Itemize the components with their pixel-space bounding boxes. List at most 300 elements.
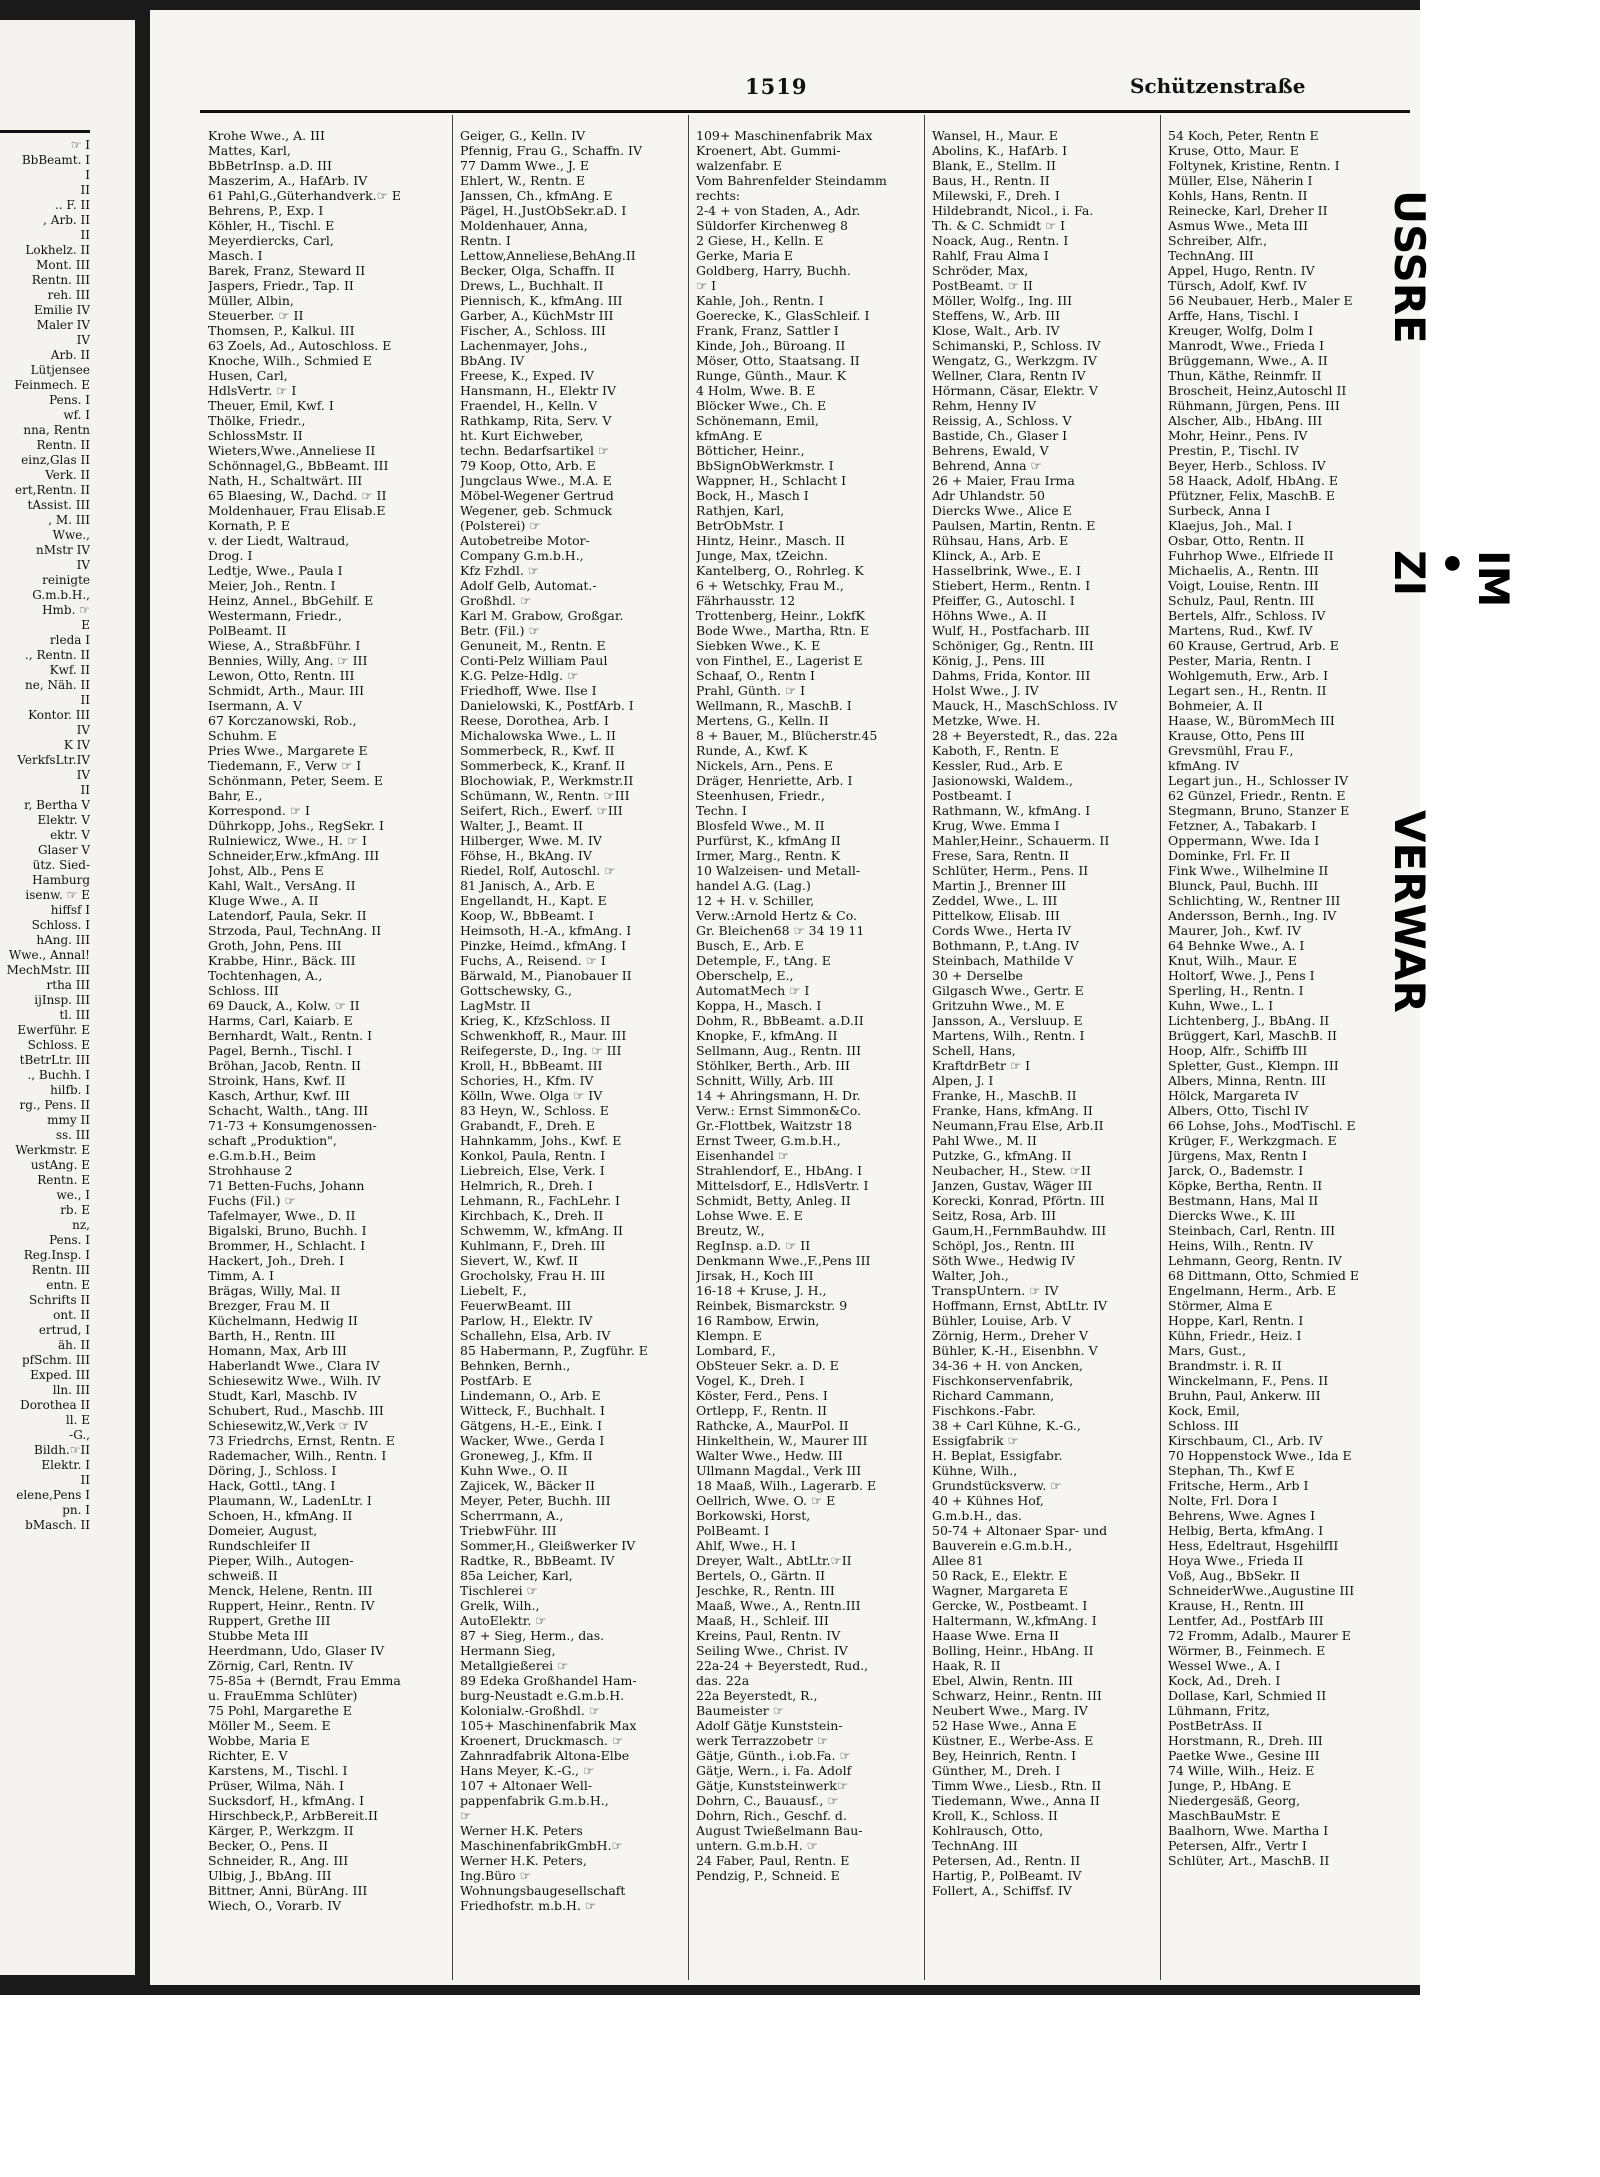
page-number: 1519 <box>745 74 808 99</box>
directory-entry: Osbar, Otto, Rentn. II <box>1168 533 1305 548</box>
directory-entry: Verw.: Ernst Simmon&Co. <box>696 1103 862 1118</box>
directory-entry: Bode Wwe., Martha, Rtn. E <box>696 623 870 638</box>
directory-entry: v. der Liedt, Waltraud, <box>208 533 350 548</box>
directory-entry: Bestmann, Hans, Mal II <box>1168 1193 1319 1208</box>
previous-page-fragment-line: Rentn. III <box>31 1263 90 1277</box>
directory-entry: Schwenkhoff, R., Maur. III <box>460 1028 627 1043</box>
directory-entry: 65 Blaesing, W., Dachd. ☞ II <box>208 488 387 503</box>
directory-entry: Seitz, Rosa, Arb. III <box>932 1208 1057 1223</box>
directory-entry: 14 + Ahringsmann, H. Dr. <box>696 1088 861 1103</box>
directory-entry: Rentn. I <box>460 233 511 248</box>
directory-entry: Moldenhauer, Frau Elisab.E <box>208 503 386 518</box>
previous-page-fragment-line: nna, Rentn <box>23 423 90 437</box>
directory-entry: Lettow,Anneliese,BehAng.II <box>460 248 636 263</box>
previous-page-fragment-line: wf. I <box>63 408 90 422</box>
directory-entry: Geiger, G., Kelln. IV <box>460 128 586 143</box>
directory-entry: Legart jun., H., Schlosser IV <box>1168 773 1349 788</box>
column-divider <box>688 115 689 1980</box>
directory-entry: PostBeamt. ☞ II <box>932 278 1033 293</box>
directory-entry: Friedhoff, Wwe. Ilse I <box>460 683 597 698</box>
directory-entry: e.G.m.b.H., Beim <box>208 1148 316 1163</box>
previous-page-fragment-line: mmy II <box>47 1113 90 1127</box>
directory-entry: Jeschke, R., Rentn. III <box>696 1583 835 1598</box>
directory-entry: techn. Bedarfsartikel ☞ <box>460 443 610 458</box>
directory-entry: Ruppert, Grethe III <box>208 1613 331 1628</box>
directory-entry: 66 Lohse, Johs., ModTischl. E <box>1168 1118 1356 1133</box>
directory-entry: Schönmann, Peter, Seem. E <box>208 773 384 788</box>
directory-entry: Kreuger, Wolfg, Dolm I <box>1168 323 1314 338</box>
directory-entry: 71-73 + Konsumgenossen- <box>208 1118 377 1133</box>
directory-entry: Behnken, Bernh., <box>460 1358 571 1373</box>
directory-entry: Ortlepp, F., Rentn. II <box>696 1403 827 1418</box>
directory-entry: Jirsak, H., Koch III <box>696 1268 814 1283</box>
directory-entry: Michaelis, A., Rentn. III <box>1168 563 1319 578</box>
directory-entry: Hartig, P., PolBeamt. IV <box>932 1868 1082 1883</box>
directory-entry: BbBetrInsp. a.D. III <box>208 158 332 173</box>
directory-entry: Grevsmühl, Frau F., <box>1168 743 1294 758</box>
edge-text: VERWAR <box>1385 810 1434 1013</box>
directory-entry: Hilberger, Wwe. M. IV <box>460 833 602 848</box>
directory-entry: Verw.:Arnold Hertz & Co. <box>696 908 858 923</box>
directory-entry: Mittelsdorf, E., HdlsVertr. I <box>696 1178 869 1193</box>
directory-entry: Tiedemann, Wwe., Anna II <box>932 1793 1100 1808</box>
directory-entry: Meyer, Peter, Buchh. III <box>460 1493 611 1508</box>
directory-entry: Garber, A., KüchMstr III <box>460 308 614 323</box>
directory-entry: 16-18 + Kruse, J. H., <box>696 1283 827 1298</box>
previous-page-fragment-line: Schrifts II <box>29 1293 90 1307</box>
directory-entry: Vom Bahrenfelder Steindamm <box>696 173 887 188</box>
previous-page-fragment-line: r, Bertha V <box>24 798 90 812</box>
directory-entry: 63 Zoels, Ad., Autoschloss. E <box>208 338 392 353</box>
directory-entry: Grundstücksverw. ☞ <box>932 1478 1062 1493</box>
previous-page-fragment-line: entn. E <box>46 1278 90 1292</box>
previous-page-fragment-line: Verk. II <box>45 468 90 482</box>
previous-page-fragment-line: .. F. II <box>54 198 90 212</box>
previous-page-fragment-line: MechMstr. III <box>6 963 90 977</box>
directory-entry: Dohm, R., BbBeamt. a.D.II <box>696 1013 864 1028</box>
directory-entry: Reese, Dorothea, Arb. I <box>460 713 609 728</box>
directory-entry: Gaum,H.,FernmBauhdw. III <box>932 1223 1107 1238</box>
previous-page-fragment-line: K IV <box>63 738 90 752</box>
directory-entry: Lehmann, Georg, Rentn. IV <box>1168 1253 1342 1268</box>
directory-entry: Grabandt, F., Dreh. E <box>460 1118 596 1133</box>
directory-entry: Störmer, Alma E <box>1168 1298 1273 1313</box>
directory-entry: Fink Wwe., Wilhelmine II <box>1168 863 1329 878</box>
directory-entry: Föhse, H., BkAng. IV <box>460 848 592 863</box>
previous-page-fragment-line: ss. III <box>55 1128 90 1142</box>
directory-entry: Breutz, W., <box>696 1223 765 1238</box>
directory-entry: Hansmann, H., Elektr IV <box>460 383 617 398</box>
directory-entry: Engelmann, Herm., Arb. E <box>1168 1283 1337 1298</box>
directory-entry: Brägas, Willy, Mal. II <box>208 1283 341 1298</box>
directory-entry: Rahlf, Frau Alma I <box>932 248 1049 263</box>
directory-entry: Hörmann, Cäsar, Elektr. V <box>932 383 1098 398</box>
directory-entry: Fischkonservenfabrik, <box>932 1373 1074 1388</box>
previous-page-fragment-line: G.m.b.H., <box>32 588 90 602</box>
directory-entry: Haberlandt Wwe., Clara IV <box>208 1358 380 1373</box>
directory-entry: Brüggert, Karl, MaschB. II <box>1168 1028 1337 1043</box>
directory-entry: Follert, A., Schiffsf. IV <box>932 1883 1072 1898</box>
directory-entry: Thomsen, P., Kalkul. III <box>208 323 355 338</box>
directory-entry: Latendorf, Paula, Sekr. II <box>208 908 367 923</box>
directory-entry: Schubert, Rud., Maschb. III <box>208 1403 384 1418</box>
directory-entry: kfmAng. E <box>696 428 763 443</box>
directory-entry: Werner H.K. Peters, <box>460 1853 587 1868</box>
directory-entry: Fraendel, H., Kelln. V <box>460 398 598 413</box>
directory-entry: Neubacher, H., Stew. ☞II <box>932 1163 1091 1178</box>
directory-entry: Cords Wwe., Herta IV <box>932 923 1072 938</box>
directory-entry: Krause, H., Rentn. III <box>1168 1598 1305 1613</box>
directory-entry: 60 Krause, Gertrud, Arb. E <box>1168 638 1339 653</box>
directory-entry: walzenfabr. E <box>696 158 782 173</box>
directory-entry: Bigalski, Bruno, Buchh. I <box>208 1223 367 1238</box>
directory-entry: Jarck, O., Bademstr. I <box>1168 1163 1304 1178</box>
directory-entry: Janssen, Ch., kfmAng. E <box>460 188 613 203</box>
directory-entry: Klaejus, Joh., Mal. I <box>1168 518 1293 533</box>
directory-entry: Sperling, H., Rentn. I <box>1168 983 1304 998</box>
directory-entry: 87 + Sieg, Herm., das. <box>460 1628 605 1643</box>
previous-page-fragment-line: Feinmech. E <box>14 378 90 392</box>
header-rule <box>200 110 1410 113</box>
directory-entry: Plaumann, W., LadenLtr. I <box>208 1493 372 1508</box>
directory-entry: Homann, Max, Arb III <box>208 1343 347 1358</box>
previous-page-fragment-line: BbBeamt. I <box>21 153 90 167</box>
directory-entry: Paetke Wwe., Gesine III <box>1168 1748 1320 1763</box>
directory-entry: ☞ <box>460 1808 472 1823</box>
directory-entry: Fuchs, A., Reisend. ☞ I <box>460 953 606 968</box>
directory-entry: Holtorf, Wwe. J., Pens I <box>1168 968 1315 983</box>
directory-entry: Bötticher, Heinr., <box>696 443 805 458</box>
directory-entry: Timm Wwe., Liesb., Rtn. II <box>932 1778 1102 1793</box>
directory-entry: Kahle, Joh., Rentn. I <box>696 293 824 308</box>
directory-entry: Möller, Wolfg., Ing. III <box>932 293 1073 308</box>
directory-entry: Broscheit, Heinz,Autoschl II <box>1168 383 1347 398</box>
directory-entry: Pagel, Bernh., Tischl. I <box>208 1043 352 1058</box>
directory-entry: Kohlrausch, Otto, <box>932 1823 1044 1838</box>
previous-page-fragment-line: VerkfsLtr.IV <box>17 753 90 767</box>
previous-page-fragment-line: Rentn. II <box>36 438 90 452</box>
directory-entry: Bahr, E., <box>208 788 263 803</box>
directory-entry: Witteck, F., Buchhalt. I <box>460 1403 605 1418</box>
directory-entry: Schwarz, Heinr., Rentn. III <box>932 1688 1102 1703</box>
previous-page-fragment-line: nMstr IV <box>36 543 90 557</box>
directory-entry: Maaß, Wwe., A., Rentn.III <box>696 1598 861 1613</box>
directory-entry: Spletter, Gust., Klempn. III <box>1168 1058 1339 1073</box>
directory-entry: Schneider,Erw.,kfmAng. III <box>208 848 380 863</box>
previous-page-fragment-line: IV <box>76 768 90 782</box>
directory-entry: Strzoda, Paul, TechnAng. II <box>208 923 382 938</box>
directory-entry: 22a Beyerstedt, R., <box>696 1688 818 1703</box>
directory-entry: Diercks Wwe., K. III <box>1168 1208 1296 1223</box>
previous-page-text-column <box>2 138 90 1533</box>
directory-entry: Seifert, Rich., Ewerf. ☞III <box>460 803 623 818</box>
directory-entry: Heerdmann, Udo, Glaser IV <box>208 1643 385 1658</box>
directory-entry: Kuhn, Wwe., L. I <box>1168 998 1274 1013</box>
directory-entry: Sommer,H., Gleißwerker IV <box>460 1538 636 1553</box>
directory-entry: Schönemann, Emil, <box>696 413 819 428</box>
directory-entry: pappenfabrik G.m.b.H., <box>460 1793 609 1808</box>
directory-entry: 81 Janisch, A., Arb. E <box>460 878 595 893</box>
directory-entry: Prestin, P., Tischl. IV <box>1168 443 1299 458</box>
directory-entry: MaschBauMstr. E <box>1168 1808 1281 1823</box>
directory-entry: Schnitt, Willy, Arb. III <box>696 1073 834 1088</box>
directory-entry: Köhler, H., Tischl. E <box>208 218 335 233</box>
directory-entry: Essigfabrik ☞ <box>932 1433 1019 1448</box>
entries-column-4 <box>932 128 1154 1898</box>
directory-entry: Metallgießerei ☞ <box>460 1658 569 1673</box>
directory-entry: Rühmann, Jürgen, Pens. III <box>1168 398 1340 413</box>
directory-entry: G.m.b.H., das. <box>932 1508 1022 1523</box>
directory-entry: Theuer, Emil, Kwf. I <box>208 398 334 413</box>
directory-entry: Schreiber, Alfr., <box>1168 233 1268 248</box>
directory-entry: Dreyer, Walt., AbtLtr.☞II <box>696 1553 852 1568</box>
directory-entry: Pittelkow, Elisab. III <box>932 908 1060 923</box>
directory-entry: Krabbe, Hinr., Bäck. III <box>208 953 356 968</box>
previous-page-fragment <box>0 20 135 1975</box>
directory-entry: Klose, Walt., Arb. IV <box>932 323 1060 338</box>
directory-entry: Dohrn, Rich., Geschf. d. <box>696 1808 847 1823</box>
directory-entry: Helmrich, R., Dreh. I <box>460 1178 593 1193</box>
directory-entry: 79 Koop, Otto, Arb. E <box>460 458 596 473</box>
directory-entry: Kreins, Paul, Rentn. IV <box>696 1628 841 1643</box>
directory-entry: Schwemm, W., kfmAng. II <box>460 1223 623 1238</box>
previous-page-fragment-line: rtha III <box>46 978 90 992</box>
directory-entry: Steuerber. ☞ II <box>208 308 304 323</box>
directory-entry: Schloss. III <box>1168 1418 1239 1433</box>
directory-entry: Hoya Wwe., Frieda II <box>1168 1553 1304 1568</box>
previous-page-fragment-line: II <box>80 183 90 197</box>
directory-entry: Stegmann, Bruno, Stanzer E <box>1168 803 1350 818</box>
directory-entry: Schmidt, Betty, Anleg. II <box>696 1193 851 1208</box>
directory-entry: PolBeamt. II <box>208 623 287 638</box>
directory-entry: Goerecke, K., GlasSchleif. I <box>696 308 870 323</box>
directory-entry: Tafelmayer, Wwe., D. II <box>208 1208 356 1223</box>
directory-entry: Gerke, Maria E <box>696 248 794 263</box>
directory-entry: Rundschleifer II <box>208 1538 311 1553</box>
directory-entry: Milewski, F., Dreh. I <box>932 188 1060 203</box>
previous-page-fragment-line: Pens. I <box>49 1233 90 1247</box>
directory-entry: Schloss. III <box>208 983 279 998</box>
previous-page-fragment-line: Hamburg <box>32 873 90 887</box>
directory-entry: Lichtenberg, J., BbAng. II <box>1168 1013 1330 1028</box>
directory-entry: Küchelmann, Hedwig II <box>208 1313 358 1328</box>
directory-entry: Wappner, H., Schlacht I <box>696 473 847 488</box>
directory-entry: Dominke, Frl. Fr. II <box>1168 848 1291 863</box>
directory-entry: Walter, Joh., <box>932 1268 1009 1283</box>
directory-entry: Kolonialw.-Großhdl. ☞ <box>460 1703 601 1718</box>
directory-entry: ObSteuer Sekr. a. D. E <box>696 1358 839 1373</box>
directory-entry: Fuhrhop Wwe., Elfriede II <box>1168 548 1334 563</box>
directory-entry: Eisenhandel ☞ <box>696 1148 790 1163</box>
directory-entry: Riedel, Rolf, Autoschl. ☞ <box>460 863 616 878</box>
directory-entry: Müller, Else, Näherin I <box>1168 173 1313 188</box>
directory-entry: Maurer, Joh., Kwf. IV <box>1168 923 1301 938</box>
directory-entry: Autobetreibe Motor- <box>460 533 590 548</box>
directory-entry: Sommerbeck, R., Kwf. II <box>460 743 615 758</box>
directory-entry: Bernhardt, Walt., Rentn. I <box>208 1028 373 1043</box>
directory-entry: Steffens, W., Arb. III <box>932 308 1061 323</box>
directory-entry: Schimanski, P., Schloss. IV <box>932 338 1101 353</box>
previous-page-fragment-line: bMasch. II <box>25 1518 90 1532</box>
directory-entry: 71 Betten-Fuchs, Johann <box>208 1178 365 1193</box>
previous-page-fragment-line: Lokhelz. II <box>25 243 90 257</box>
directory-entry: Stroink, Hans, Kwf. II <box>208 1073 346 1088</box>
directory-entry: Wohnungsbaugesellschaft <box>460 1883 626 1898</box>
directory-entry: Prüser, Wilma, Näh. I <box>208 1778 344 1793</box>
directory-entry: Bröhan, Jacob, Rentn. II <box>208 1058 361 1073</box>
directory-entry: Harms, Carl, Kaiarb. E <box>208 1013 353 1028</box>
previous-page-fragment-line: rb. E <box>60 1203 90 1217</box>
directory-entry: Andersson, Bernh., Ing. IV <box>1168 908 1337 923</box>
directory-entry: 70 Hoppenstock Wwe., Ida E <box>1168 1448 1352 1463</box>
previous-page-fragment-line: Wwe., Annal! <box>8 948 90 962</box>
directory-entry: Reinecke, Karl, Dreher II <box>1168 203 1328 218</box>
directory-entry: Lombard, F., <box>696 1343 776 1358</box>
directory-entry: Michalowska Wwe., L. II <box>460 728 616 743</box>
directory-entry: Bothmann, P., t.Ang. IV <box>932 938 1079 953</box>
directory-entry: Tochtenhagen, A., <box>208 968 323 983</box>
directory-entry: Hans Meyer, K.-G., ☞ <box>460 1763 595 1778</box>
directory-entry: Pahl Wwe., M. II <box>932 1133 1037 1148</box>
directory-entry: Reissig, A., Schloss. V <box>932 413 1072 428</box>
directory-entry: Steinbach, Mathilde V <box>932 953 1074 968</box>
directory-entry: Gritzuhn Wwe., M. E <box>932 998 1065 1013</box>
previous-page-fragment-line: Ewerführ. E <box>17 1023 90 1037</box>
directory-entry: Allee 81 <box>932 1553 984 1568</box>
directory-entry: Wiech, O., Vorarb. IV <box>208 1898 342 1913</box>
directory-entry: Jansson, A., Versluup. E <box>932 1013 1083 1028</box>
directory-entry: Sommerbeck, K., Kranf. II <box>460 758 626 773</box>
directory-entry: Wellmann, R., MaschB. I <box>696 698 852 713</box>
directory-entry: Bertels, Alfr., Schloss. IV <box>1168 608 1326 623</box>
directory-entry: Irmer, Marg., Rentn. K <box>696 848 841 863</box>
directory-entry: Korrespond. ☞ I <box>208 803 310 818</box>
directory-entry: Baumeister ☞ <box>696 1703 784 1718</box>
directory-entry: HdlsVertr. ☞ I <box>208 383 297 398</box>
directory-entry: 73 Friedrchs, Ernst, Rentn. E <box>208 1433 395 1448</box>
directory-entry: Pägel, H.,JustObSekr.aD. I <box>460 203 627 218</box>
directory-entry: 69 Dauck, A., Kolw. ☞ II <box>208 998 360 1013</box>
directory-entry: Oellrich, Wwe. O. ☞ E <box>696 1493 836 1508</box>
directory-entry: 12 + H. v. Schiller, <box>696 893 815 908</box>
directory-entry: Bock, H., Masch I <box>696 488 809 503</box>
directory-entry: Haase Wwe. Erna II <box>932 1628 1059 1643</box>
directory-entry: Haak, R. II <box>932 1658 1001 1673</box>
directory-entry: Zörnig, Carl, Rentn. IV <box>208 1658 353 1673</box>
previous-page-fragment-line: tAssist. III <box>27 498 90 512</box>
previous-page-fragment-line: ütz. Sied- <box>32 858 90 872</box>
previous-page-fragment-line: -G., <box>69 1428 90 1442</box>
entries-column-5 <box>1168 128 1390 1868</box>
directory-entry: Bühler, K.-H., Eisenbhn. V <box>932 1343 1098 1358</box>
directory-entry: Schlüter, Art., MaschB. II <box>1168 1853 1330 1868</box>
directory-entry: LagMstr. II <box>460 998 531 1013</box>
directory-entry: Niedergesäß, Georg, <box>1168 1793 1301 1808</box>
directory-entry: Sellmann, Aug., Rentn. III <box>696 1043 862 1058</box>
directory-entry: Alscher, Alb., HbAng. III <box>1168 413 1323 428</box>
directory-entry: 4 Holm, Wwe. B. E <box>696 383 816 398</box>
directory-entry: 74 Wille, Wilh., Heiz. E <box>1168 1763 1315 1778</box>
previous-page-fragment-line: elene,Pens I <box>16 1488 90 1502</box>
directory-entry: (Polsterei) ☞ <box>460 518 541 533</box>
directory-entry: Schöniger, Gg., Rentn. III <box>932 638 1094 653</box>
directory-entry: Jungclaus Wwe., M.A. E <box>460 473 612 488</box>
directory-entry: Türsch, Adolf, Kwf. IV <box>1168 278 1307 293</box>
directory-entry: Kinde, Joh., Büroang. II <box>696 338 846 353</box>
directory-entry: 89 Edeka Großhandel Ham- <box>460 1673 637 1688</box>
directory-entry: Wörmer, B., Feinmech. E <box>1168 1643 1326 1658</box>
directory-entry: Kahl, Walt., VersAng. II <box>208 878 356 893</box>
previous-page-fragment-line: ll. E <box>65 1413 90 1427</box>
directory-entry: Heinz, Annel., BbGehilf. E <box>208 593 374 608</box>
directory-entry: Nickels, Arn., Pens. E <box>696 758 834 773</box>
directory-entry: Schiesewitz,W.,Verk ☞ IV <box>208 1418 368 1433</box>
directory-entry: Foltynek, Kristine, Rentn. I <box>1168 158 1340 173</box>
directory-entry: Wegener, geb. Schmuck <box>460 503 613 518</box>
directory-entry: Kirchbach, K., Dreh. II <box>460 1208 604 1223</box>
directory-entry: Stubbe Meta III <box>208 1628 309 1643</box>
directory-entry: Rathjen, Karl, <box>696 503 785 518</box>
directory-entry: KraftdrBetr ☞ I <box>932 1058 1031 1073</box>
directory-entry: Krug, Wwe. Emma I <box>932 818 1060 833</box>
directory-entry: Paulsen, Martin, Rentn. E <box>932 518 1096 533</box>
directory-entry: Wulf, H., Postfacharb. III <box>932 623 1090 638</box>
previous-page-fragment-line: E <box>81 618 90 632</box>
directory-entry: Hoffmann, Ernst, AbtLtr. IV <box>932 1298 1108 1313</box>
directory-entry: Richard Cammann, <box>932 1388 1055 1403</box>
directory-entry: Beyer, Herb., Schloss. IV <box>1168 458 1326 473</box>
previous-page-fragment-line: II <box>80 783 90 797</box>
previous-page-fragment-line: hiffsf I <box>50 903 90 917</box>
directory-entry: Pfützner, Felix, MaschB. E <box>1168 488 1336 503</box>
previous-page-fragment-line: lln. III <box>52 1383 90 1397</box>
previous-page-fragment-line: Exped. III <box>30 1368 90 1382</box>
directory-entry: Gätje, Kunststeinwerk☞ <box>696 1778 849 1793</box>
entries-column-3 <box>696 128 918 1883</box>
directory-entry: Krause, Otto, Pens III <box>1168 728 1305 743</box>
directory-entry: Pfennig, Frau G., Schaffn. IV <box>460 143 642 158</box>
previous-page-fragment-line: Emilie IV <box>34 303 90 317</box>
directory-entry: Lohse Wwe. E. E <box>696 1208 803 1223</box>
directory-entry: Möller M., Seem. E <box>208 1718 331 1733</box>
previous-page-fragment-line: Werkmstr. E <box>15 1143 90 1157</box>
directory-entry: Ing.Büro ☞ <box>460 1868 531 1883</box>
directory-entry: Kaboth, F., Rentn. E <box>932 743 1059 758</box>
directory-entry: Legart sen., H., Rentn. II <box>1168 683 1327 698</box>
directory-entry: Kessler, Rud., Arb. E <box>932 758 1063 773</box>
directory-entry: 50 Rack, E., Elektr. E <box>932 1568 1068 1583</box>
directory-entry: Kuhn Wwe., O. II <box>460 1463 568 1478</box>
directory-entry: Bey, Heinrich, Rentn. I <box>932 1748 1077 1763</box>
previous-page-fragment-line: äh. II <box>58 1338 90 1352</box>
previous-page-fragment-line: IV <box>76 558 90 572</box>
directory-entry: Hinkelthein, W., Maurer III <box>696 1433 868 1448</box>
directory-entry: Knoche, Wilh., Schmied E <box>208 353 372 368</box>
directory-entry: Borkowski, Horst, <box>696 1508 811 1523</box>
directory-entry: SchneiderWwe.,Augustine III <box>1168 1583 1355 1598</box>
directory-entry: FeuerwBeamt. III <box>460 1298 572 1313</box>
directory-entry: 8 + Bauer, M., Blücherstr.45 <box>696 728 878 743</box>
directory-entry: MaschinenfabrikGmbH.☞ <box>460 1838 623 1853</box>
directory-entry: Stiebert, Herm., Rentn. I <box>932 578 1091 593</box>
directory-entry: handel A.G. (Lag.) <box>696 878 811 893</box>
directory-entry: BbAng. IV <box>460 353 525 368</box>
previous-page-fragment-line: ektr. V <box>50 828 90 842</box>
directory-entry: Kroll, K., Schloss. II <box>932 1808 1058 1823</box>
directory-entry: 40 + Kühnes Hof, <box>932 1493 1044 1508</box>
previous-page-fragment-line: Hmb. ☞ <box>42 603 90 617</box>
previous-page-fragment-line: II <box>80 228 90 242</box>
